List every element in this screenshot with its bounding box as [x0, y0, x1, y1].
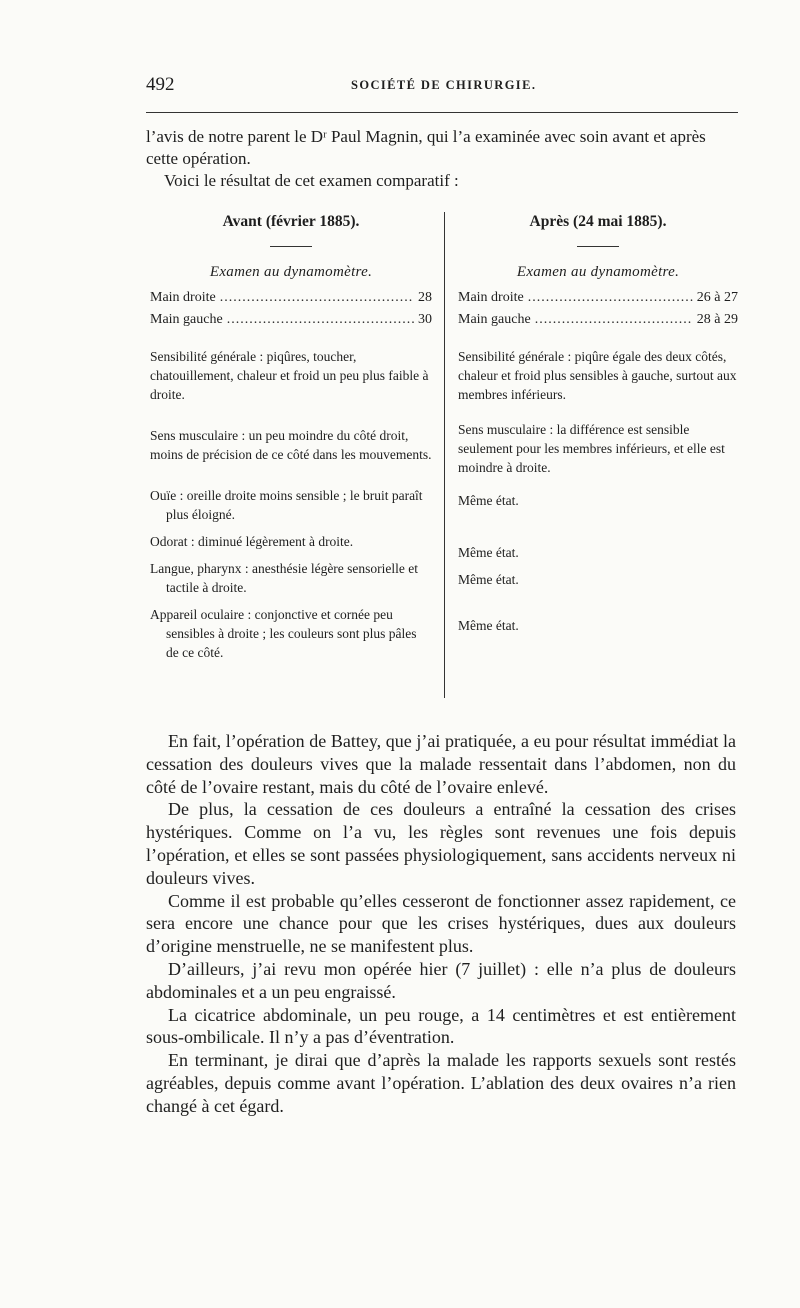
intro-paragraph: l’avis de notre parent le Dʳ Paul Magnin, qui l’a examinée avec soin avant et après cette opération.	[146, 127, 706, 168]
before-column	[150, 210, 432, 662]
dynamometer-value: 28	[418, 290, 432, 305]
observation-sens-musculaire: Sens musculaire : un peu moindre du côté droit, moins de précision de ce côté dans les mouvements.	[150, 428, 432, 462]
observation-ouie: Ouïe : oreille droite moins sensible ; le bruit paraît plus éloigné.	[150, 488, 423, 522]
before-subheading: Examen au dynamomètre.	[209, 264, 373, 280]
observation-sensibilite: Sensibilité générale : piqûres, toucher, chatouillement, chaleur et froid un peu plus faible à droite.	[150, 349, 429, 402]
after-heading-rule	[577, 246, 619, 247]
observation-appareil-oculaire: Appareil oculaire : conjonctive et cornée peu sensibles à droite ; les couleurs sont plus pâles de ce côté.	[150, 607, 417, 660]
page-header	[146, 74, 736, 100]
observation-langue-pharynx: Même état.	[458, 572, 519, 587]
dot-leader	[220, 287, 414, 309]
paragraph: D’ailleurs, j’ai revu mon opérée hier (7 juillet) : elle n’a plus de douleurs abdominales et a un peu engraissé.	[146, 958, 736, 1002]
before-heading: Avant (février 1885).	[222, 213, 360, 230]
observation-ouie: Même état.	[458, 493, 519, 508]
dot-leader	[227, 309, 414, 331]
dynamometer-row	[150, 309, 432, 331]
intro-text	[146, 126, 738, 192]
after-column	[458, 210, 738, 635]
paragraph: Comme il est probable qu’elles cesseront de fonctionner assez rapidement, ce sera encore une chance pour que les crises hystériques, dues aux douleurs d’origine menstruelle, ne se manifestent plus.	[146, 890, 736, 957]
body-text	[146, 730, 736, 1118]
observation-appareil-oculaire: Même état.	[458, 618, 519, 633]
dot-leader	[535, 309, 693, 331]
dynamometer-label: Main gauche	[458, 312, 531, 327]
dynamometer-row	[150, 287, 432, 309]
dot-leader	[528, 287, 693, 309]
paragraph: En fait, l’opération de Battey, que j’ai pratiquée, a eu pour résultat immédiat la cessation des douleurs vives que la malade ressentait dans l’abdomen, non du côté de l’ovaire restant, mais du côté de l’ovaire enlevé.	[146, 731, 736, 797]
dynamometer-label: Main gauche	[150, 312, 223, 327]
dynamometer-row	[458, 287, 738, 309]
dynamometer-value: 28 à 29	[696, 312, 738, 327]
page-number: 492	[146, 74, 175, 95]
observation-langue-pharynx: Langue, pharynx : anesthésie légère sensorielle et tactile à droite.	[150, 561, 419, 595]
dynamometer-value: 26 à 27	[696, 290, 738, 305]
paragraph: De plus, la cessation de ces douleurs a entraîné la cessation des crises hystériques. Comme on l’a vu, les règles sont revenues une fois depuis l’opération, et elles se sont passées physiologiquement, sans accidents nerveux ni douleurs vives.	[146, 799, 736, 888]
dynamometer-label: Main droite	[458, 290, 524, 305]
observation-odorat: Odorat : diminué légèrement à droite.	[150, 534, 354, 549]
dynamometer-row	[458, 309, 738, 331]
observation-sensibilite: Sensibilité générale : piqûre égale des deux côtés, chaleur et froid plus sensibles à gauche, surtout aux membres inférieurs.	[458, 349, 737, 402]
before-heading-rule	[270, 246, 312, 247]
paragraph: En terminant, je dirai que d’après la malade les rapports sexuels sont restés agréables, depuis comme avant l’opération. L’ablation des deux ovaires n’a rien changé à cet égard.	[146, 1050, 736, 1116]
header-rule	[146, 112, 738, 113]
dynamometer-label: Main droite	[150, 290, 216, 305]
observation-odorat: Même état.	[458, 545, 519, 560]
running-title: SOCIÉTÉ DE CHIRURGIE.	[351, 78, 537, 92]
dynamometer-value: 30	[418, 312, 432, 327]
observation-sens-musculaire: Sens musculaire : la différence est sensible seulement pour les membres inférieurs, et elle est moindre à droite.	[458, 422, 725, 475]
intro-paragraph: Voici le résultat de cet examen comparatif :	[164, 171, 459, 190]
column-divider	[444, 212, 445, 698]
paragraph: La cicatrice abdominale, un peu rouge, a 14 centimètres et est entièrement sous-ombilicale. Il n’y a pas d’éventration.	[146, 1004, 736, 1048]
after-subheading: Examen au dynamomètre.	[516, 264, 680, 280]
after-heading: Après (24 mai 1885).	[529, 213, 667, 230]
